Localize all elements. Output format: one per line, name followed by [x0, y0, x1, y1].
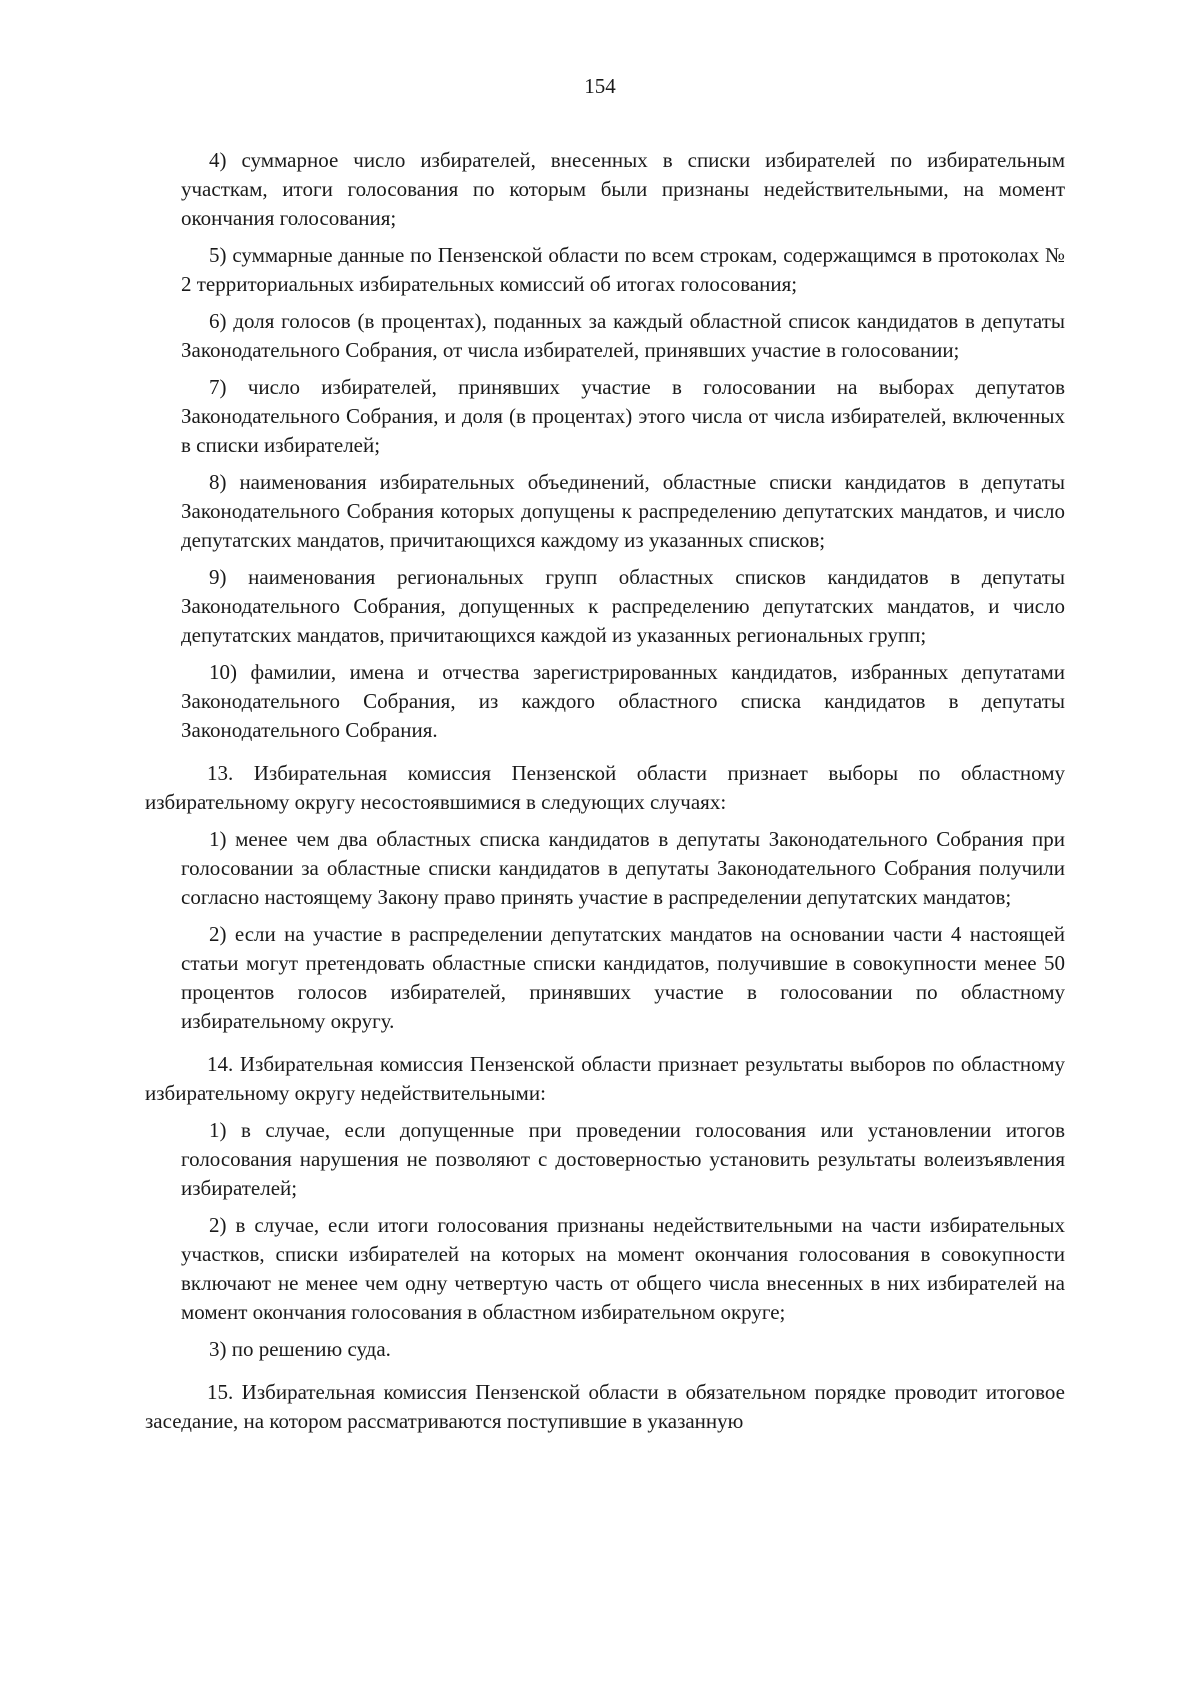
paragraph-item-10: 10) фамилии, имена и отчества зарегистрированных кандидатов, избранных депутатами Законодательного Собрания, из каждого областного списка кандидатов в депутаты Законодательного Собрания.	[181, 660, 1065, 742]
section-13: 13. Избирательная комиссия Пензенской области признает выборы по областному избирательному округу несостоявшимися в следующих случаях:	[145, 761, 1065, 814]
section-15: 15. Избирательная комиссия Пензенской области в обязательном порядке проводит итоговое заседание, на котором рассматриваются поступившие в указанную	[145, 1380, 1065, 1433]
section-13-item-1: 1) менее чем два областных списка кандидатов в депутаты Законодательного Собрания при голосовании за областные списки кандидатов в депутаты Законодательного Собрания получили согласно настоящему Закону право принять участие в распределении депутатских мандатов;	[181, 827, 1065, 909]
page-number: 154	[584, 74, 616, 98]
paragraph-item-9: 9) наименования региональных групп областных списков кандидатов в депутаты Законодательного Собрания, допущенных к распределению депутатских мандатов, и число депутатских мандатов, причитающихся каждой из указанных региональных групп;	[181, 565, 1065, 647]
paragraph-item-4: 4) суммарное число избирателей, внесенных в списки избирателей по избирательным участкам, итоги голосования по которым были признаны недействительными, на момент окончания голосования;	[181, 148, 1065, 230]
paragraph-item-8: 8) наименования избирательных объединений, областные списки кандидатов в депутаты Законодательного Собрания которых допущены к распределению депутатских мандатов, и число депутатских мандатов, причитающихся каждому из указанных списков;	[181, 470, 1065, 552]
paragraph-item-5: 5) суммарные данные по Пензенской области по всем строкам, содержащимся в протоколах № 2 территориальных избирательных комиссий об итогах голосования;	[181, 243, 1065, 296]
document-body	[145, 146, 1065, 1444]
section-13-item-2: 2) если на участие в распределении депутатских мандатов на основании части 4 настоящей статьи могут претендовать областные списки кандидатов, получившие в совокупности менее 50 процентов голосов избирателей, принявших участие в голосовании по областному избирательному округу.	[181, 922, 1065, 1033]
section-14: 14. Избирательная комиссия Пензенской области признает результаты выборов по областному избирательному округу недействительными:	[145, 1052, 1065, 1105]
paragraph-item-6: 6) доля голосов (в процентах), поданных за каждый областной список кандидатов в депутаты Законодательного Собрания, от числа избирателей, принявших участие в голосовании;	[181, 309, 1065, 362]
section-14-item-1: 1) в случае, если допущенные при проведении голосования или установлении итогов голосования нарушения не позволяют с достоверностью установить результаты волеизъявления избирателей;	[181, 1118, 1065, 1200]
section-14-item-3: 3) по решению суда.	[209, 1337, 391, 1361]
section-14-item-2: 2) в случае, если итоги голосования признаны недействительными на части избирательных участков, списки избирателей на которых на момент окончания голосования в совокупности включают не менее чем одну четвертую часть от общего числа внесенных в них избирателей на момент окончания голосования в областном избирательном округе;	[181, 1213, 1065, 1324]
paragraph-item-7: 7) число избирателей, принявших участие в голосовании на выборах депутатов Законодательного Собрания, и доля (в процентах) этого числа от числа избирателей, включенных в списки избирателей;	[181, 375, 1065, 457]
